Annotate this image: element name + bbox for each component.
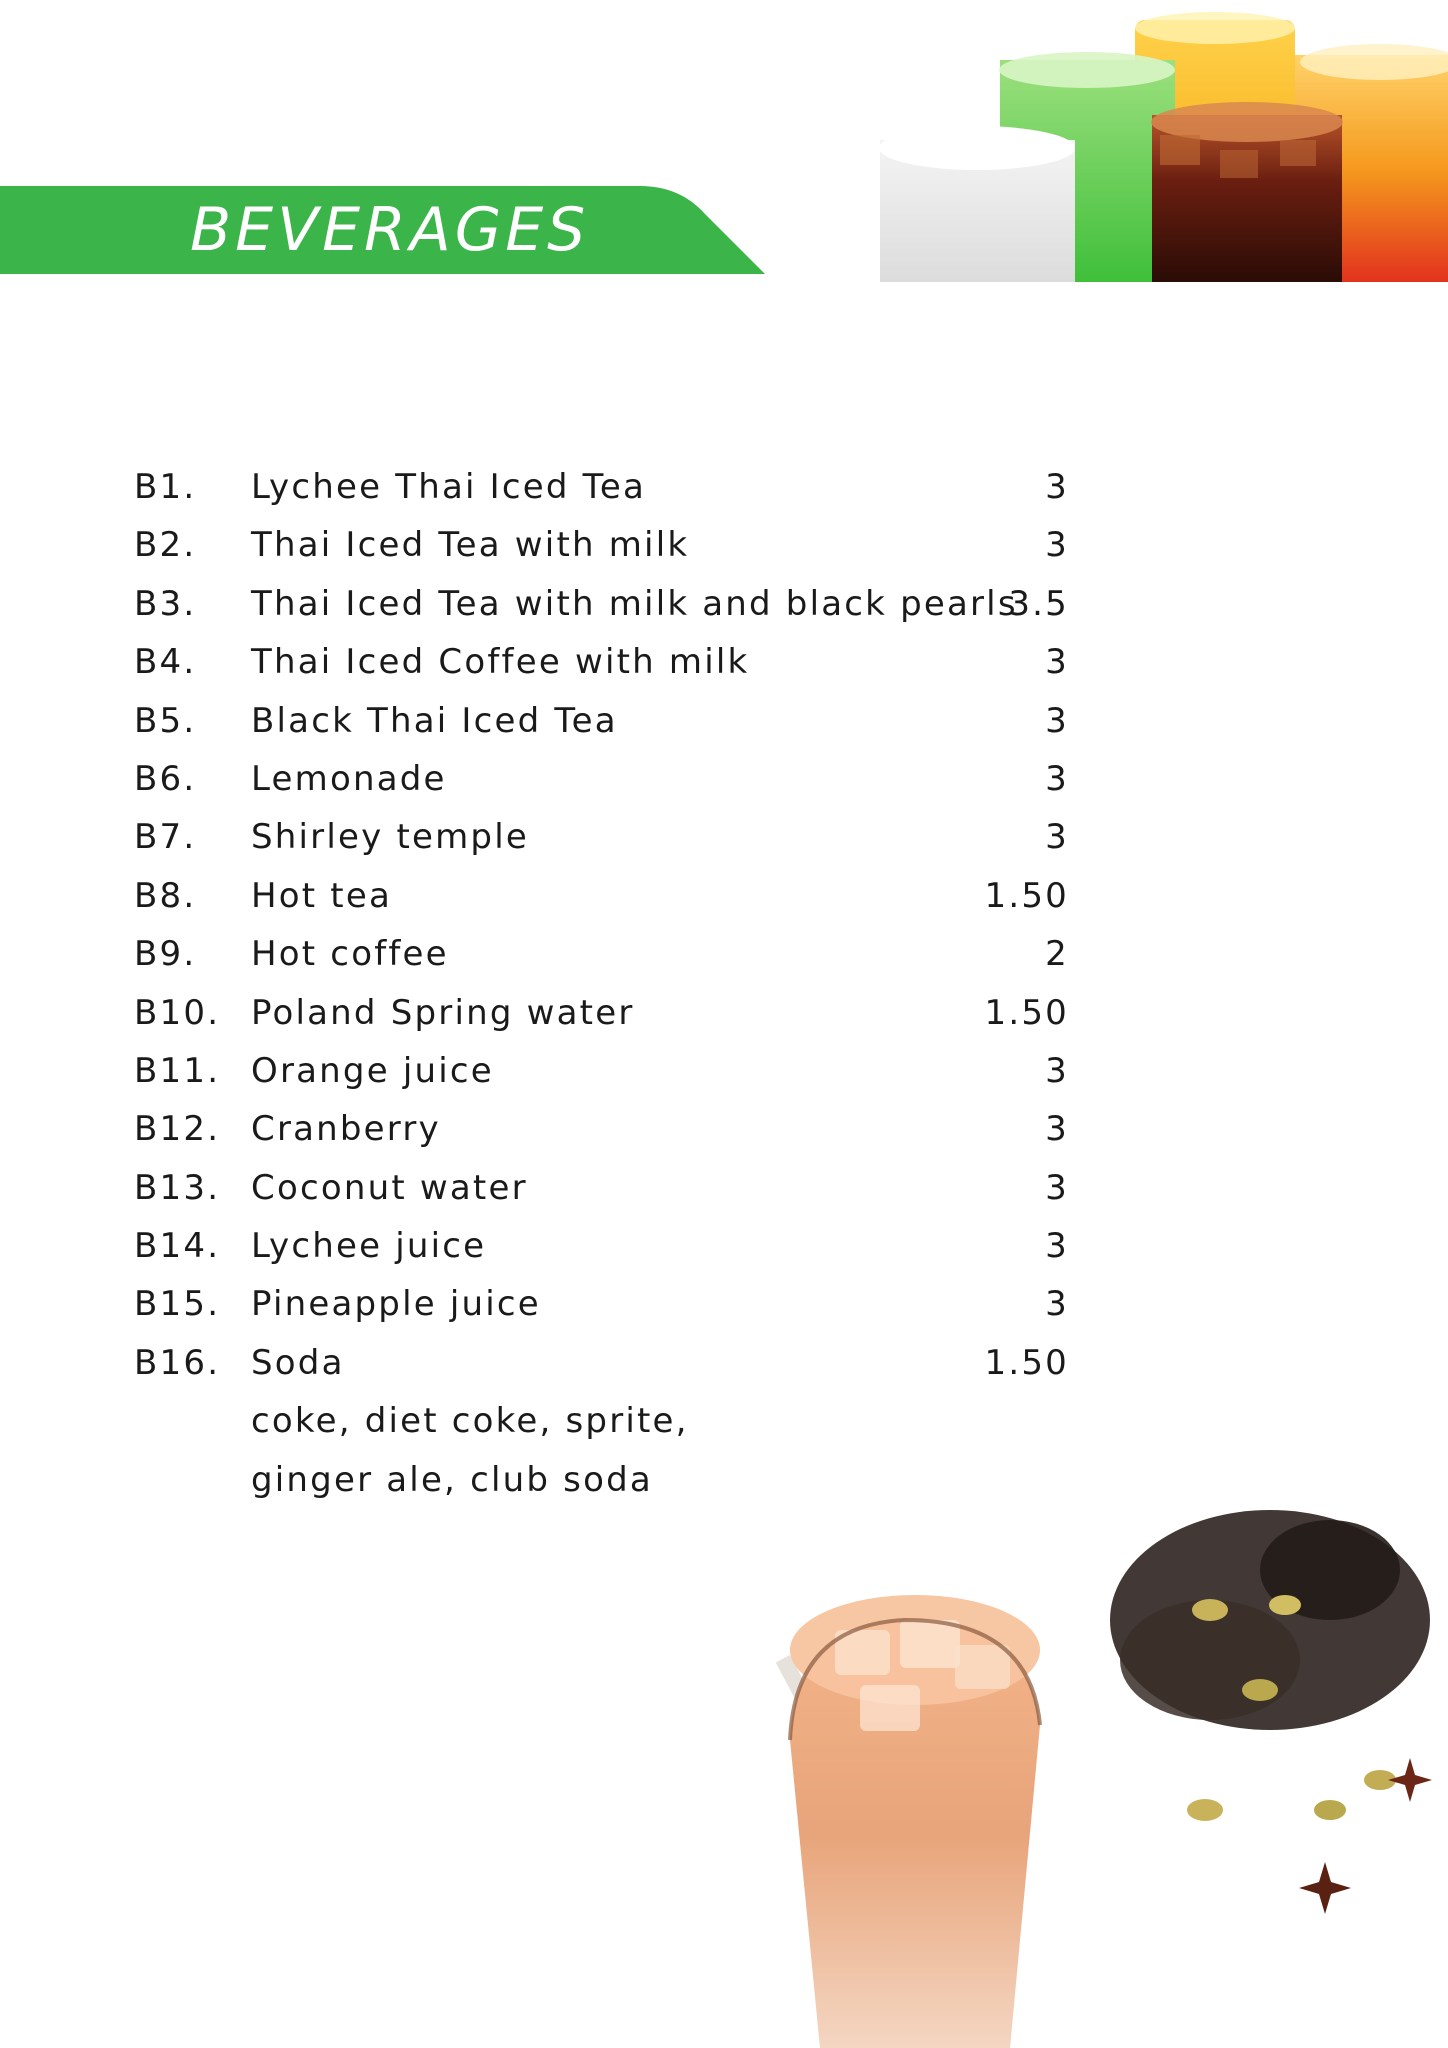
item-name: Hot coffee — [251, 934, 449, 975]
item-name: Thai Iced Tea with milk and black pearls — [251, 583, 1018, 624]
item-code: B15. — [134, 1284, 221, 1325]
item-code: B12. — [134, 1109, 221, 1150]
menu-item — [134, 925, 1069, 983]
item-code: B13. — [134, 1167, 221, 1208]
item-name: Black Thai Iced Tea — [251, 700, 618, 741]
item-code: B3. — [134, 583, 197, 624]
item-name: Lemonade — [251, 758, 447, 799]
item-name: Pineapple juice — [251, 1284, 541, 1325]
item-code: B9. — [134, 934, 197, 975]
item-code: B16. — [134, 1342, 221, 1383]
menu-item — [134, 1275, 1069, 1333]
item-price: 3 — [1045, 1109, 1069, 1150]
item-name: Thai Iced Tea with milk — [251, 525, 690, 566]
item-name: Shirley temple — [251, 817, 529, 858]
item-price: 3 — [1045, 525, 1069, 566]
item-name: Cranberry — [251, 1109, 441, 1150]
item-price: 3 — [1045, 467, 1069, 507]
soda-options-text: ginger ale, club soda — [251, 1459, 653, 1500]
item-name: Hot tea — [251, 875, 392, 916]
item-code: B11. — [134, 1050, 221, 1091]
item-price: 3 — [1045, 1050, 1069, 1091]
item-price: 1.50 — [984, 875, 1069, 916]
menu-item — [134, 1334, 1069, 1392]
item-price: 3.5 — [1008, 583, 1069, 624]
item-price: 3 — [1045, 1226, 1069, 1267]
menu-item — [134, 633, 1069, 691]
menu-item — [134, 458, 1069, 516]
header-banner — [0, 184, 770, 276]
item-price: 3 — [1045, 1284, 1069, 1325]
menu-item — [134, 1217, 1069, 1275]
item-name: Orange juice — [251, 1050, 494, 1091]
item-name: Soda — [251, 1342, 345, 1383]
item-price: 3 — [1045, 1167, 1069, 1208]
item-code: B10. — [134, 992, 221, 1033]
beverage-menu-list — [134, 458, 1069, 1509]
item-code: B4. — [134, 642, 197, 683]
menu-item — [134, 867, 1069, 925]
menu-item — [134, 1042, 1069, 1100]
menu-item — [134, 692, 1069, 750]
menu-item — [134, 984, 1069, 1042]
item-code: B7. — [134, 817, 197, 858]
item-code: B2. — [134, 525, 197, 566]
item-name: Coconut water — [251, 1167, 528, 1208]
item-name: Thai Iced Coffee with milk — [251, 642, 750, 683]
item-price: 2 — [1045, 934, 1069, 975]
page-title: BEVERAGES — [190, 195, 590, 265]
item-code: B5. — [134, 700, 197, 741]
item-price: 3 — [1045, 642, 1069, 683]
item-code: B6. — [134, 758, 197, 799]
item-code: B8. — [134, 875, 197, 916]
menu-item — [134, 516, 1069, 574]
item-name: Lychee Thai Iced Tea — [251, 467, 647, 507]
soda-options-line — [134, 1392, 1069, 1450]
item-name: Lychee juice — [251, 1226, 487, 1267]
item-price: 1.50 — [984, 1342, 1069, 1383]
item-price: 3 — [1045, 700, 1069, 741]
thai-iced-tea-photo — [740, 1480, 1448, 2048]
menu-item — [134, 1100, 1069, 1158]
menu-item — [134, 808, 1069, 866]
item-price: 1.50 — [984, 992, 1069, 1033]
menu-item — [134, 575, 1069, 633]
cold-drinks-photo — [860, 0, 1448, 282]
item-code: B1. — [134, 467, 197, 507]
item-name: Poland Spring water — [251, 992, 635, 1033]
item-price: 3 — [1045, 758, 1069, 799]
soda-options-text: coke, diet coke, sprite, — [251, 1401, 689, 1442]
menu-item — [134, 1159, 1069, 1217]
item-price: 3 — [1045, 817, 1069, 858]
menu-item — [134, 750, 1069, 808]
item-code: B14. — [134, 1226, 221, 1267]
